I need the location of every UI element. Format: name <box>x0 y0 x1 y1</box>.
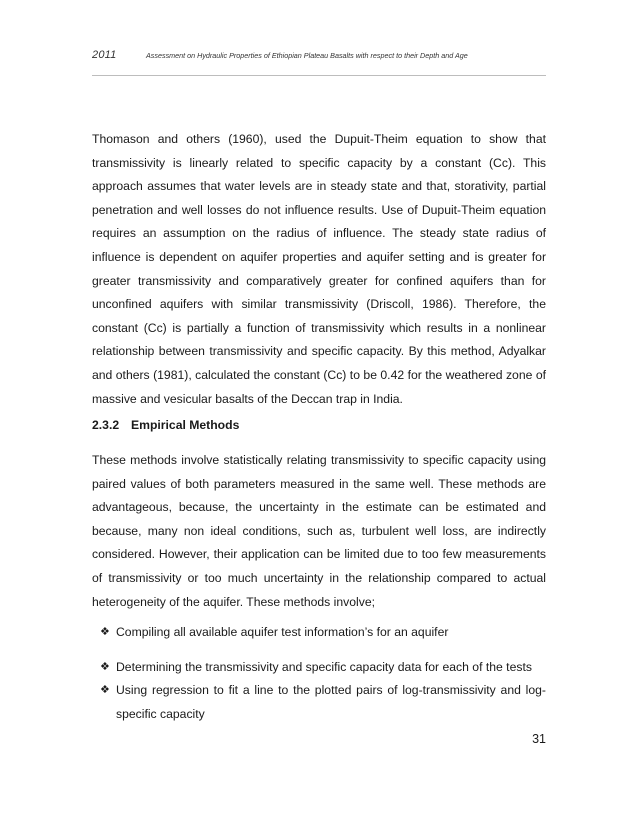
section-heading <box>92 418 239 432</box>
running-header <box>92 49 546 67</box>
paragraph-dupuit-theim: Thomason and others (1960), used the Dupuit-Theim equation to show that transmissivity is linearly related to specific capacity by a constant (Cc). This approach assumes that water levels are in steady state and that, storativity, partial penetration and well losses do not influence results. Use of Dupuit-Theim equation requires an assumption on the radius of influence. The steady state radius of influence is dependent on aquifer properties and aquifer setting and is greater for greater transmissivity and comparatively greater for confined aquifers than for unconfined aquifers with similar transmissivity (Driscoll, 1986). Therefore, the constant (Cc) is partially a function of transmissivity which results in a nonlinear relationship between transmissivity and specific capacity. By this method, Adyalkar and others (1981), calculated the constant (Cc) to be 0.42 for the weathered zone of massive and vesicular basalts of the Deccan trap in India. <box>92 132 546 406</box>
list-item-text: Compiling all available aquifer test information’s for an aquifer <box>116 625 449 639</box>
section-number: 2.3.2 <box>92 418 120 432</box>
list-item <box>100 679 546 726</box>
diamond-bullet-icon: ❖ <box>100 661 110 673</box>
list-item-text: Using regression to fit a line to the plotted pairs of log-transmissivity and log-specific capacity <box>116 683 546 721</box>
header-divider <box>92 75 546 76</box>
list-item-text: Determining the transmissivity and specific capacity data for each of the tests <box>116 660 532 674</box>
diamond-bullet-icon: ❖ <box>100 684 110 696</box>
paragraph-empirical-methods: These methods involve statistically relating transmissivity to specific capacity using paired values of both parameters measured in the same well. These methods are advantageous, because, the uncertainty in the estimate can be estimated and because, many non ideal conditions, such as, turbulent well loss, are indirectly considered. However, their application can be limited due to too few measurements of transmissivity or too much uncertainty in the relationship compared to actual heterogeneity of the aquifer. These methods involve; <box>92 453 546 609</box>
header-year: 2011 <box>92 49 117 61</box>
list-item <box>100 621 546 645</box>
list-item <box>100 656 546 680</box>
section-title: Empirical Methods <box>131 418 240 432</box>
header-title: Assessment on Hydraulic Properties of Ethiopian Plateau Basalts with respect to their Depth and Age <box>146 51 468 60</box>
page-number: 31 <box>532 732 546 746</box>
diamond-bullet-icon: ❖ <box>100 626 110 638</box>
